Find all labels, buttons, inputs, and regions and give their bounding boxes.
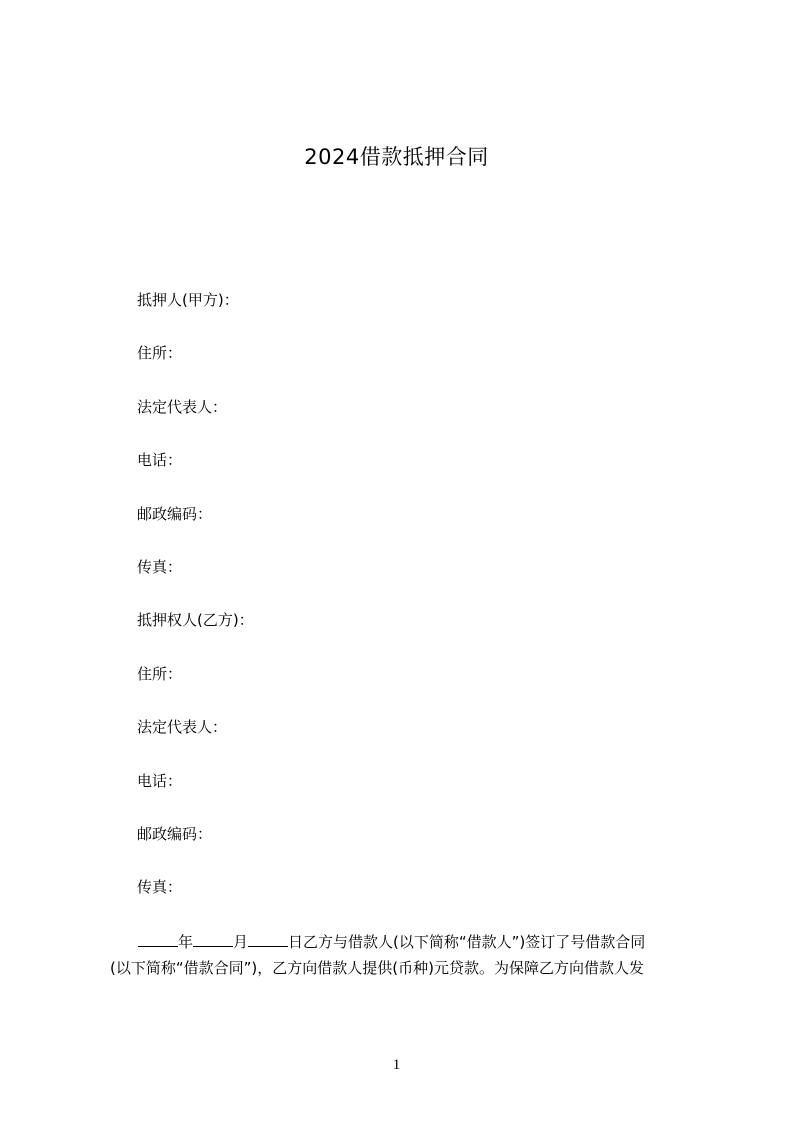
field-mortgagor: 抵押人(甲方)：	[137, 291, 239, 309]
field-mortgagor-postcode: 邮政编码：	[137, 504, 213, 523]
year-blank	[138, 932, 178, 947]
field-mortgagor-fax: 传真：	[137, 557, 183, 576]
day-blank	[248, 932, 288, 947]
year-label: 年	[178, 933, 194, 951]
field-mortgagee: 抵押权人(乙方)：	[137, 611, 254, 630]
month-label: 月	[233, 933, 249, 951]
paragraph-line-1	[110, 929, 700, 955]
field-mortgagee-postcode: 邮政编码：	[137, 824, 213, 843]
party-info-fields	[137, 289, 254, 930]
paragraph-line-2: (以下简称“借款合同”)，乙方向借款人提供(币种)元贷款。为保障乙方向借款人发	[110, 959, 644, 977]
field-mortgagee-address: 住所：	[137, 664, 183, 683]
page-number: 1	[392, 1057, 401, 1073]
contract-paragraph	[110, 929, 700, 981]
paragraph-line-1-text: 日乙方与借款人(以下简称“借款人”)签订了号借款合同	[288, 933, 646, 951]
field-mortgagor-legal-rep: 法定代表人：	[137, 397, 228, 416]
field-mortgagor-phone: 电话：	[137, 451, 183, 470]
field-mortgagee-phone: 电话：	[137, 771, 183, 790]
month-blank	[193, 932, 233, 947]
field-mortgagor-address: 住所：	[137, 344, 183, 363]
field-mortgagee-legal-rep: 法定代表人：	[137, 718, 228, 737]
document-title: 2024借款抵押合同	[304, 145, 489, 169]
field-mortgagee-fax: 传真：	[137, 878, 183, 897]
